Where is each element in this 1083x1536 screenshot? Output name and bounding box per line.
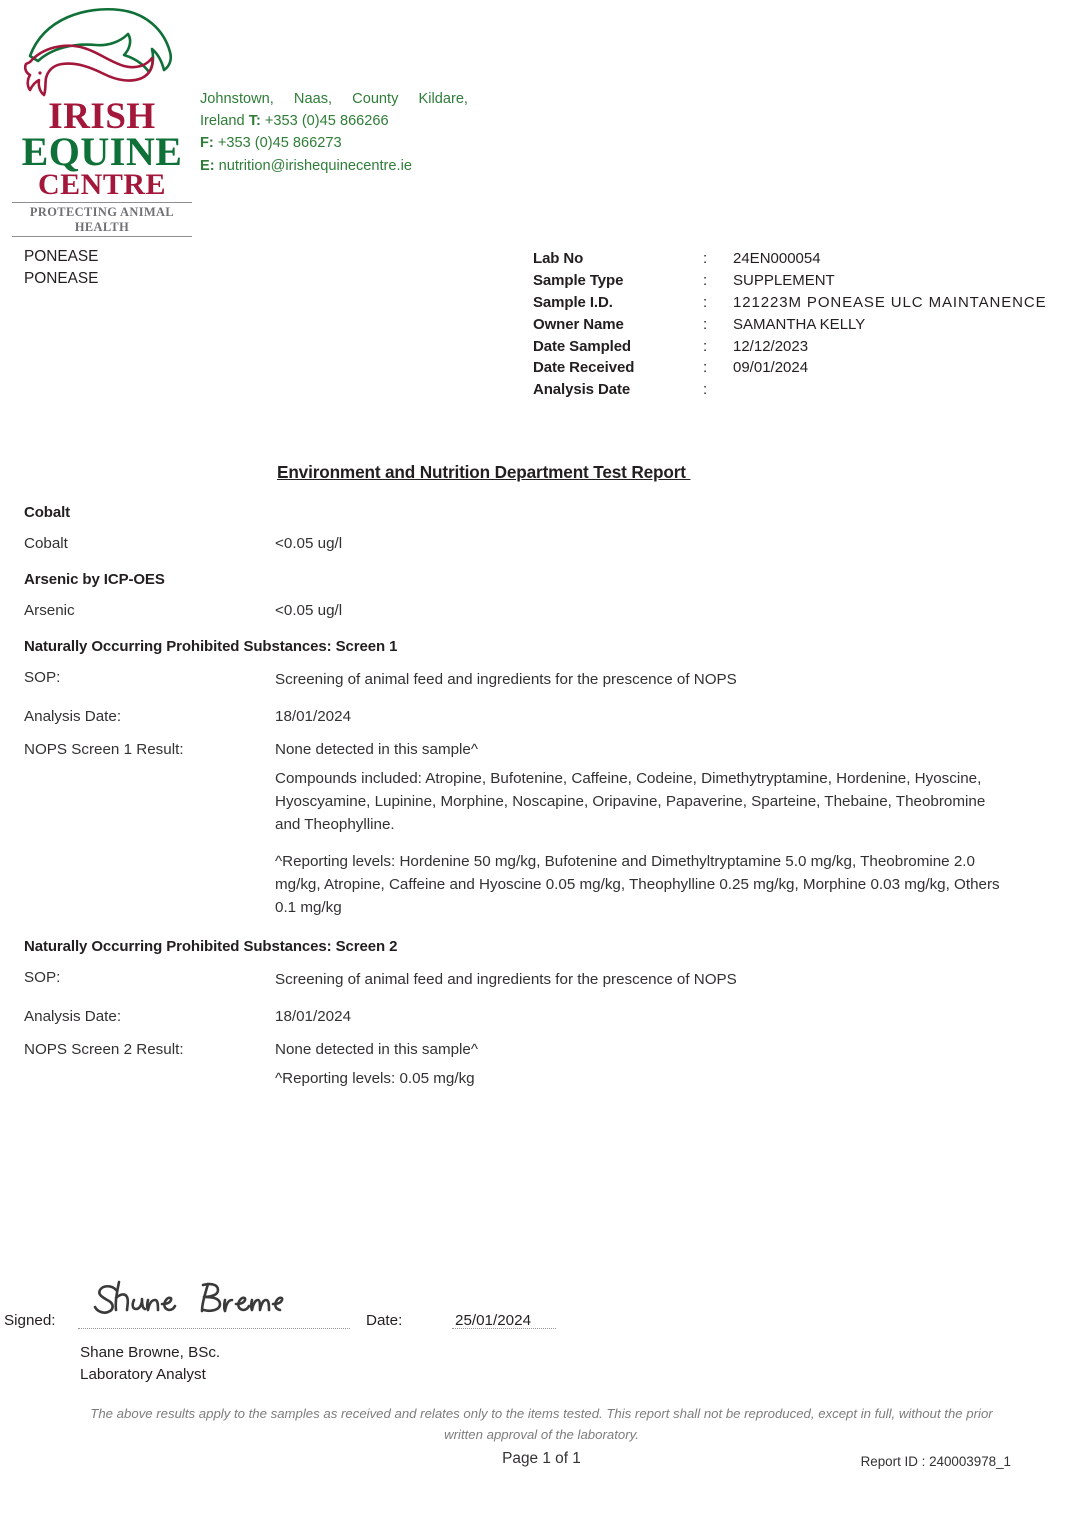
screen2-sop-row [24,969,1059,992]
table-row [533,357,1047,379]
table-row [533,292,1047,314]
contact-email [200,155,468,177]
screen2-result-label: NOPS Screen 2 Result: [24,1041,184,1059]
section-heading-arsenic: Arsenic by ICP-OES [24,571,165,588]
screen2-analysis-date-value: 18/01/2024 [275,1008,352,1026]
telephone-value: +353 (0)45 866266 [260,113,389,130]
meta-value-lab-no: 24EN000054 [733,250,821,267]
result-label-cobalt: Cobalt [24,535,68,552]
date-label: Date: [366,1312,403,1329]
meta-value-sample-type: SUPPLEMENT [733,271,835,289]
telephone-label: T: [248,113,261,130]
meta-colon: : [703,359,708,377]
meta-value-date-sampled: 12/12/2023 [733,337,809,355]
fax-value: +353 (0)45 866273 [213,135,342,152]
screen1-analysis-date-value: 18/01/2024 [275,707,352,725]
signed-label: Signed: [4,1312,56,1329]
logo-line-equine: EQUINE [21,129,183,175]
email-label: E: [200,157,215,174]
fax-label: F: [200,135,214,152]
screen1-result-row [24,741,1059,758]
section-heading-cobalt: Cobalt [24,504,71,521]
contact-telephone [200,110,468,132]
client-name-line-2: PONEASE [24,270,99,288]
section-heading-nops-screen-2: Naturally Occurring Prohibited Substances: Screen 2 [24,938,398,956]
screen1-reporting-levels-note: ^Reporting levels: Hordenine 50 mg/kg, Bufotenine and Dimethyltryptamine 5.0 mg/kg, Theobromine 2.0 mg/kg, Atropine, Caffeine and Hyoscine 0.05 mg/kg, Theophylline 0.25 mg/kg, Morphine 0.03 mg/kg, Others 0.1 mg/kg [275,853,1000,917]
screen1-compounds-note: Compounds included: Atropine, Bufotenine, Caffeine, Codeine, Dimethytryptamine, Hordenine, Hyoscine, Hyoscyamine, Lupinine, Morphine, Noscapine, Oripavine, Papaverine, Sparteine, Thebaine, Theobromine and Theophylline. [275,769,986,833]
signature-rule [78,1328,350,1329]
screen2-result-value: None detected in this sample^ [275,1041,478,1059]
contact-country: Ireland [200,113,249,130]
handwritten-signature-icon [86,1276,286,1322]
table-row [533,379,1047,401]
disclaimer-line-2: without the prior written approval of the laboratory. [444,1406,993,1442]
report-id: Report ID : 240003978_1 [860,1454,1011,1469]
disclaimer-line-1: The above results apply to the samples as received and relates only to the items tested. This report shall not be reproduced, except in full, [90,1406,896,1421]
company-logo [12,4,192,237]
results-body [24,504,1059,1104]
contact-details [200,88,468,177]
meta-value-sample-id: 121223M PONEASE ULC MAINTANENCE [733,293,1047,311]
screen1-result-value: None detected in this sample^ [275,740,478,758]
result-row-cobalt [24,535,1059,552]
logo-divider [12,202,192,237]
screen2-sop-label: SOP: [24,969,61,987]
screen2-reporting-levels-note: ^Reporting levels: 0.05 mg/kg [275,1070,475,1088]
meta-colon: : [703,337,708,355]
meta-key-sample-id: Sample I.D. [533,293,613,311]
meta-colon: : [703,271,708,289]
horse-emblem-icon [12,4,190,100]
logo-line-irish: IRISH [48,96,156,137]
date-value: 25/01/2024 [455,1312,532,1329]
screen2-sop-value: Screening of animal feed and ingredients for the prescence of NOPS [275,971,737,989]
result-row-arsenic [24,602,1059,619]
screen1-result-label: NOPS Screen 1 Result: [24,740,184,758]
disclaimer-text [0,1404,1083,1446]
logo-line-centre: CENTRE [37,167,167,201]
result-value-cobalt: <0.05 ug/l [275,535,343,552]
meta-colon: : [703,315,708,333]
meta-colon: : [703,250,708,267]
page-footer [0,1404,1083,1469]
result-label-arsenic: Arsenic [24,602,75,619]
meta-key-owner-name: Owner Name [533,315,624,333]
date-rule [452,1328,556,1329]
email-value[interactable]: nutrition@irishequinecentre.ie [214,157,412,174]
screen2-analysis-date-row [24,1008,1059,1025]
screen1-analysis-date-row [24,708,1059,725]
screen1-sop-row [24,669,1059,692]
screen2-analysis-date-label: Analysis Date: [24,1008,122,1026]
screen2-result-row [24,1041,1059,1058]
client-name-block [24,246,98,291]
contact-address: Johnstown, Naas, County Kildare, [200,91,468,107]
screen1-analysis-date-label: Analysis Date: [24,707,122,725]
table-row [533,314,1047,336]
meta-key-date-sampled: Date Sampled [533,337,631,355]
logo-tagline: PROTECTING ANIMAL HEALTH [29,205,175,235]
result-value-arsenic: <0.05 ug/l [275,602,343,619]
contact-fax [200,132,468,154]
meta-colon: : [703,293,708,311]
screen1-sop-label: SOP: [24,669,61,686]
table-row [533,270,1047,292]
meta-key-analysis-date: Analysis Date [533,381,631,399]
page-title: Environment and Nutrition Department Test Report [277,462,691,482]
meta-value-owner-name: SAMANTHA KELLY [733,315,866,333]
table-row [533,248,1047,270]
meta-colon: : [703,381,708,399]
page-number: Page 1 of 1 [502,1450,581,1467]
client-name-line-1: PONEASE [24,248,99,265]
analyst-details [80,1342,220,1385]
screen1-sop-value: Screening of animal feed and ingredients for the prescence of NOPS [275,671,737,688]
table-row [533,336,1047,358]
meta-key-lab-no: Lab No [533,250,584,267]
analyst-name: Shane Browne, BSc. [80,1344,221,1361]
analyst-role: Laboratory Analyst [80,1365,206,1383]
section-heading-nops-screen-1: Naturally Occurring Prohibited Substances: Screen 1 [24,638,398,655]
meta-key-date-received: Date Received [533,359,635,377]
meta-value-date-received: 09/01/2024 [733,359,809,377]
meta-key-sample-type: Sample Type [533,271,624,289]
sample-details-table [533,248,1047,401]
